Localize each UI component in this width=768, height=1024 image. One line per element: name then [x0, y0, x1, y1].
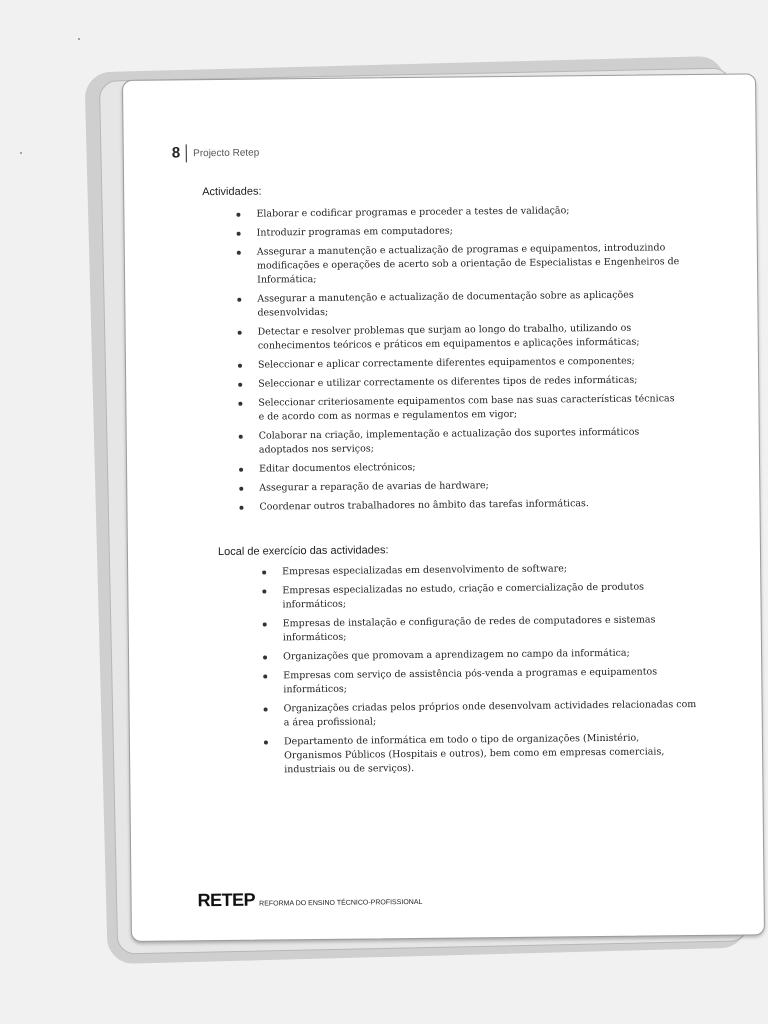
bullet-icon — [264, 741, 268, 745]
list-item-text: Detectar e resolver problemas que surjam ao longo do trabalho, utilizando os conhecimentos teóricos e práticos em equipamentos e aplicações informáticas; — [257, 322, 640, 352]
bullet-icon — [238, 402, 242, 406]
bullet-icon — [263, 675, 267, 679]
list-item — [259, 646, 699, 665]
list-item-text: Departamento de informática em todo o tipo de organizações (Ministério, Organismos Públicos (Hospitais e outros), bem como em empresas comerciais, industriais ou de serviços). — [283, 732, 665, 776]
list-item — [259, 613, 699, 646]
list-item-text: Seleccionar criteriosamente equipamentos com base nas suas características técnicas e de acordo com as normas e regulamentos em vigor; — [258, 393, 675, 423]
list-item-text: Empresas com serviço de assistência pós-venda a programas e equipamentos informáticos; — [283, 666, 658, 696]
scan-speck — [78, 38, 80, 40]
list-item-text: Assegurar a reparação de avarias de hardware; — [259, 480, 489, 494]
footer-subtitle: REFORMA DO ENSINO TÉCNICO-PROFISSIONAL — [259, 898, 423, 908]
list-item — [235, 477, 683, 496]
list-item-text: Seleccionar e aplicar correctamente diferentes equipamentos e componentes; — [257, 355, 635, 371]
bullet-icon — [238, 331, 242, 335]
list-item-text: Organizações criadas pelos próprios onde desenvolvam actividades relacionadas com a área profissional; — [283, 699, 697, 729]
list-item-text: Elaborar e codificar programas e proceder a testes de validação; — [256, 205, 570, 220]
local-list — [258, 561, 700, 783]
bullet-icon — [239, 487, 243, 491]
bullet-icon — [264, 708, 268, 712]
bullet-icon — [237, 298, 241, 302]
page-footer — [197, 888, 422, 911]
retep-logo: RETEP — [197, 889, 256, 911]
list-item-text: Empresas especializadas no estudo, criação e comercialização de produtos informáticos; — [282, 581, 645, 611]
list-item — [260, 698, 700, 731]
bullet-icon — [262, 571, 266, 575]
activities-heading: Actividades: — [202, 185, 262, 199]
bullet-icon — [239, 468, 243, 472]
project-title: Projecto Retep — [193, 147, 260, 159]
list-item-text: Colaborar na criação, implementação e actualização dos suportes informáticos adoptados nos serviços; — [258, 426, 640, 456]
list-item — [235, 458, 683, 477]
list-item — [233, 241, 681, 288]
list-item — [260, 731, 700, 778]
list-item — [232, 203, 680, 222]
bullet-icon — [236, 213, 240, 217]
list-item — [233, 222, 681, 241]
list-item-text: Empresas especializadas em desenvolvimento de software; — [282, 563, 568, 578]
bullet-icon — [238, 364, 242, 368]
list-item-text: Introduzir programas em computadores; — [256, 225, 454, 239]
bullet-icon — [263, 623, 267, 627]
list-item-text: Assegurar a manutenção e actualização de documentação sobre as aplicações desenvolvidas; — [257, 289, 634, 319]
local-heading: Local de exercício das actividades: — [217, 544, 389, 559]
list-item — [234, 354, 682, 373]
bullet-icon — [262, 590, 266, 594]
page-number: 8 — [172, 144, 188, 162]
page-header — [172, 144, 260, 163]
list-item — [234, 321, 682, 354]
list-item-text: Organizações que promovam a aprendizagem no campo da informática; — [282, 647, 630, 663]
list-item — [258, 561, 698, 580]
list-item — [235, 425, 683, 458]
list-item-text: Coordenar outros trabalhadores no âmbito das tarefas informáticas. — [259, 498, 589, 513]
list-item — [234, 373, 682, 392]
list-item — [233, 288, 681, 321]
bullet-icon — [263, 656, 267, 660]
document-page — [122, 73, 765, 942]
bullet-icon — [238, 383, 242, 387]
bullet-icon — [237, 232, 241, 236]
list-item — [258, 580, 698, 613]
list-item — [234, 392, 682, 425]
list-item-text: Seleccionar e utilizar correctamente os diferentes tipos de redes informáticas; — [258, 374, 638, 390]
list-item-text: Assegurar a manutenção e actualização de programas e equipamentos, introduzindo modificações e operações de acerto sob a orientação de Especialistas e Engenheiros de Informática; — [256, 242, 680, 286]
bullet-icon — [237, 251, 241, 255]
list-item — [235, 496, 683, 515]
list-item-text: Editar documentos electrónicos; — [259, 461, 416, 475]
bullet-icon — [239, 506, 243, 510]
scan-speck — [20, 152, 22, 154]
list-item-text: Empresas de instalação e configuração de redes de computadores e sistemas informáticos; — [282, 614, 656, 644]
list-item — [259, 665, 699, 698]
bullet-icon — [239, 435, 243, 439]
activities-list — [232, 203, 683, 520]
